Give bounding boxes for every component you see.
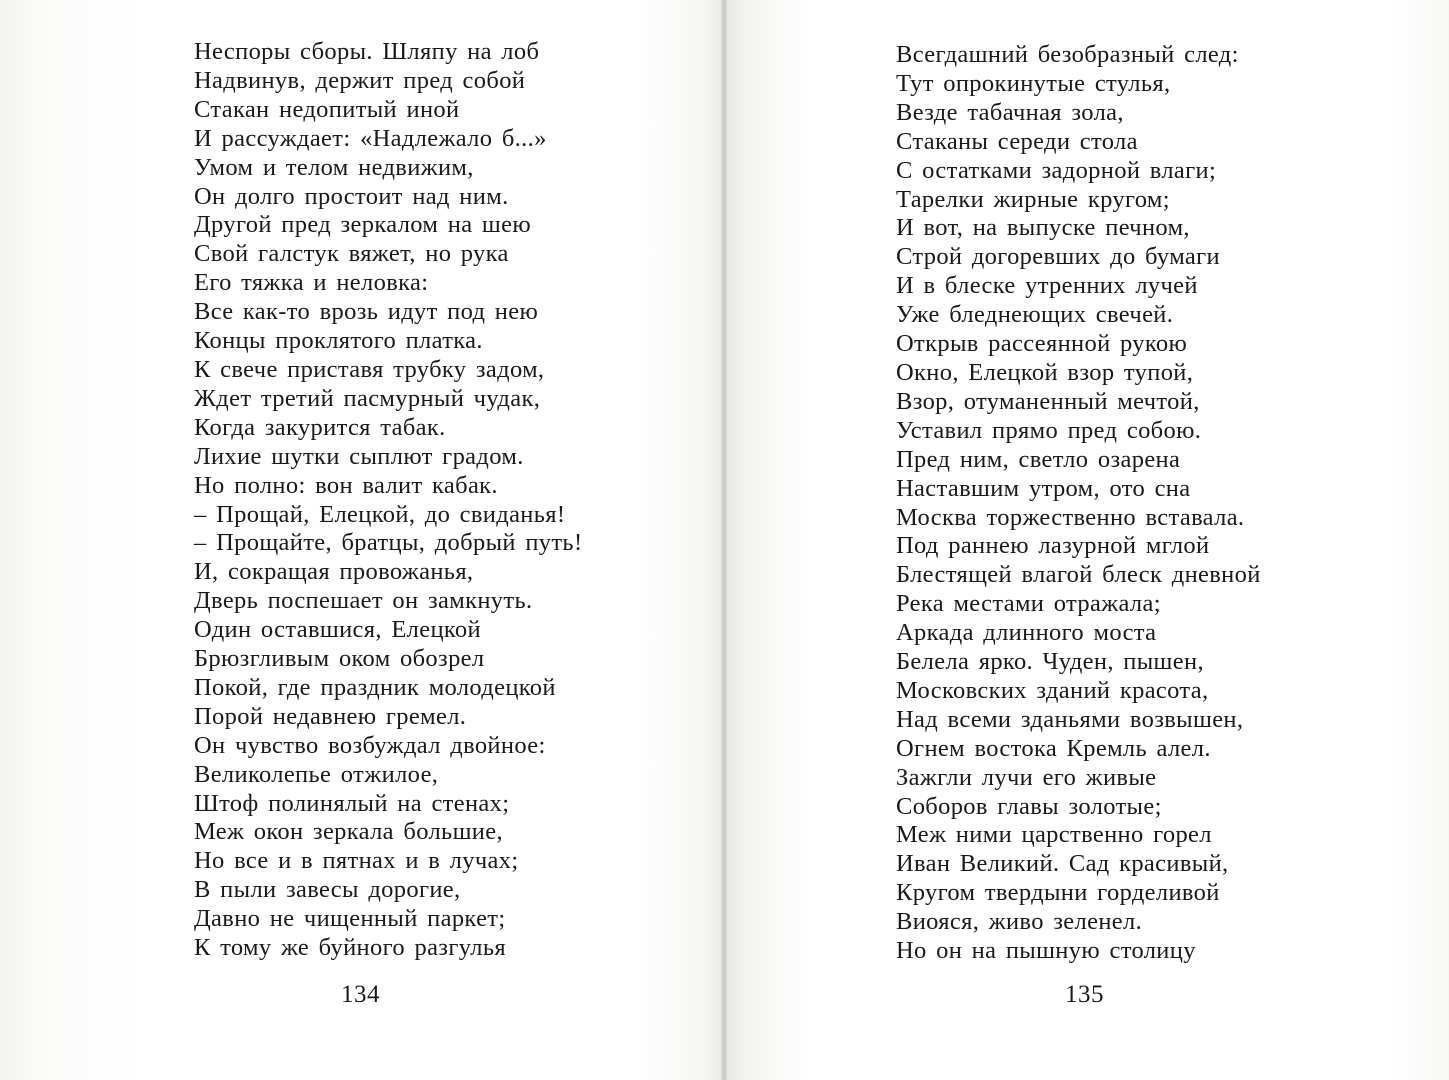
verse-line: Давно не чищенный паркет; xyxy=(194,905,506,933)
verse-line: Когда закурится табак. xyxy=(194,413,446,441)
verse-line: Пред ним, светло озарена xyxy=(896,445,1181,473)
verse-line: Строй догоревших до бумаги xyxy=(896,243,1220,271)
verse-line: Тарелки жирные кругом; xyxy=(896,185,1170,213)
verse-line: Аркада длинного моста xyxy=(896,619,1157,647)
verse-line: С остатками задорной влаги; xyxy=(896,156,1217,184)
verse-line: И вот, на выпуске печном, xyxy=(896,214,1190,242)
verse-line: Везде табачная зола, xyxy=(896,98,1124,126)
verse-line: Концы проклятого платка. xyxy=(194,327,483,355)
verse-line: Всегдашний безобразный след: xyxy=(896,41,1239,68)
left-page-number: 134 xyxy=(341,981,380,1008)
verse-line: Река местами отражала; xyxy=(896,590,1161,618)
verse-line: Соборов главы золотые; xyxy=(896,792,1162,820)
verse-line: Московских зданий красота, xyxy=(896,676,1209,704)
verse-line: Стаканы середи стола xyxy=(896,127,1138,155)
verse-line: Окно, Елецкой взор тупой, xyxy=(896,358,1194,386)
verse-line: Наставшим утром, ото сна xyxy=(896,474,1191,502)
verse-line: Дверь поспешает он замкнуть. xyxy=(194,587,533,615)
verse-line: Все как-то врозь идут под нею xyxy=(194,298,539,326)
verse-line: Стакан недопитый иной xyxy=(194,95,460,123)
verse-line: Белела ярко. Чуден, пышен, xyxy=(896,648,1204,676)
verse-line: Надвинув, держит пред собой xyxy=(194,66,526,94)
verse-line: Взор, отуманенный мечтой, xyxy=(896,387,1200,415)
verse-line: Меж ними царственно горел xyxy=(896,821,1212,849)
verse-line: И рассуждает: «Надлежало б...» xyxy=(194,124,547,152)
verse-line: – Прощайте, братцы, добрый путь! xyxy=(194,529,583,557)
verse-line: Блестящей влагой блеск дневной xyxy=(896,561,1261,589)
right-verse xyxy=(896,41,1261,966)
verse-line: Свой галстук вяжет, но рука xyxy=(194,240,509,268)
verse-line: И в блеске утренних лучей xyxy=(896,272,1198,300)
verse-line: Умом и телом недвижим, xyxy=(194,153,474,181)
verse-line: – Прощай, Елецкой, до свиданья! xyxy=(194,500,566,528)
verse-line: Иван Великий. Сад красивый, xyxy=(896,850,1229,878)
left-verse xyxy=(194,38,582,963)
verse-line: Меж окон зеркала большие, xyxy=(194,818,503,846)
verse-line: К свече приставя трубку задом, xyxy=(194,355,545,383)
verse-line: Над всеми зданьями возвышен, xyxy=(896,705,1244,733)
right-page xyxy=(724,0,1449,1080)
right-page-number: 135 xyxy=(1065,981,1104,1008)
verse-line: Один оставшися, Елецкой xyxy=(194,616,481,644)
verse-line: Великолепье отжилое, xyxy=(194,760,439,788)
verse-line: Но полно: вон валит кабак. xyxy=(194,471,498,499)
verse-line: В пыли завесы дорогие, xyxy=(194,876,461,904)
verse-line: Брюзгливым оком обозрел xyxy=(194,645,485,673)
verse-line: Но он на пышную столицу xyxy=(896,937,1196,965)
verse-line: Ждет третий пасмурный чудак, xyxy=(194,384,541,412)
verse-line: Его тяжка и неловка: xyxy=(194,269,429,297)
verse-line: Зажгли лучи его живые xyxy=(896,763,1157,791)
verse-line: Другой пред зеркалом на шею xyxy=(194,211,531,239)
verse-line: Виояся, живо зеленел. xyxy=(896,908,1143,936)
verse-line: Но все и в пятнах и в лучах; xyxy=(194,847,519,875)
verse-line: Под раннею лазурной мглой xyxy=(896,532,1210,560)
book-gutter xyxy=(721,0,727,1080)
verse-line: И, сокращая провожанья, xyxy=(194,558,474,586)
verse-line: Неспоры сборы. Шляпу на лоб xyxy=(194,38,540,65)
verse-line: Открыв рассеянной рукою xyxy=(896,330,1188,358)
verse-line: Огнем востока Кремль алел. xyxy=(896,734,1211,762)
verse-line: Кругом твердыни горделивой xyxy=(896,879,1220,907)
verse-line: Лихие шутки сыплют градом. xyxy=(194,442,524,470)
verse-line: Уставил прямо пред собою. xyxy=(896,416,1202,444)
verse-line: Он чувство возбуждал двойное: xyxy=(194,731,546,759)
left-page xyxy=(0,0,724,1080)
verse-line: К тому же буйного разгулья xyxy=(194,934,506,962)
verse-line: Тут опрокинутые стулья, xyxy=(896,69,1171,97)
verse-line: Покой, где праздник молодецкой xyxy=(194,673,556,701)
verse-line: Уже бледнеющих свечей. xyxy=(896,301,1174,329)
verse-line: Он долго простоит над ним. xyxy=(194,182,509,210)
verse-line: Штоф полинялый на стенах; xyxy=(194,789,510,817)
verse-line: Москва торжественно вставала. xyxy=(896,503,1245,531)
verse-line: Порой недавнею гремел. xyxy=(194,702,467,730)
